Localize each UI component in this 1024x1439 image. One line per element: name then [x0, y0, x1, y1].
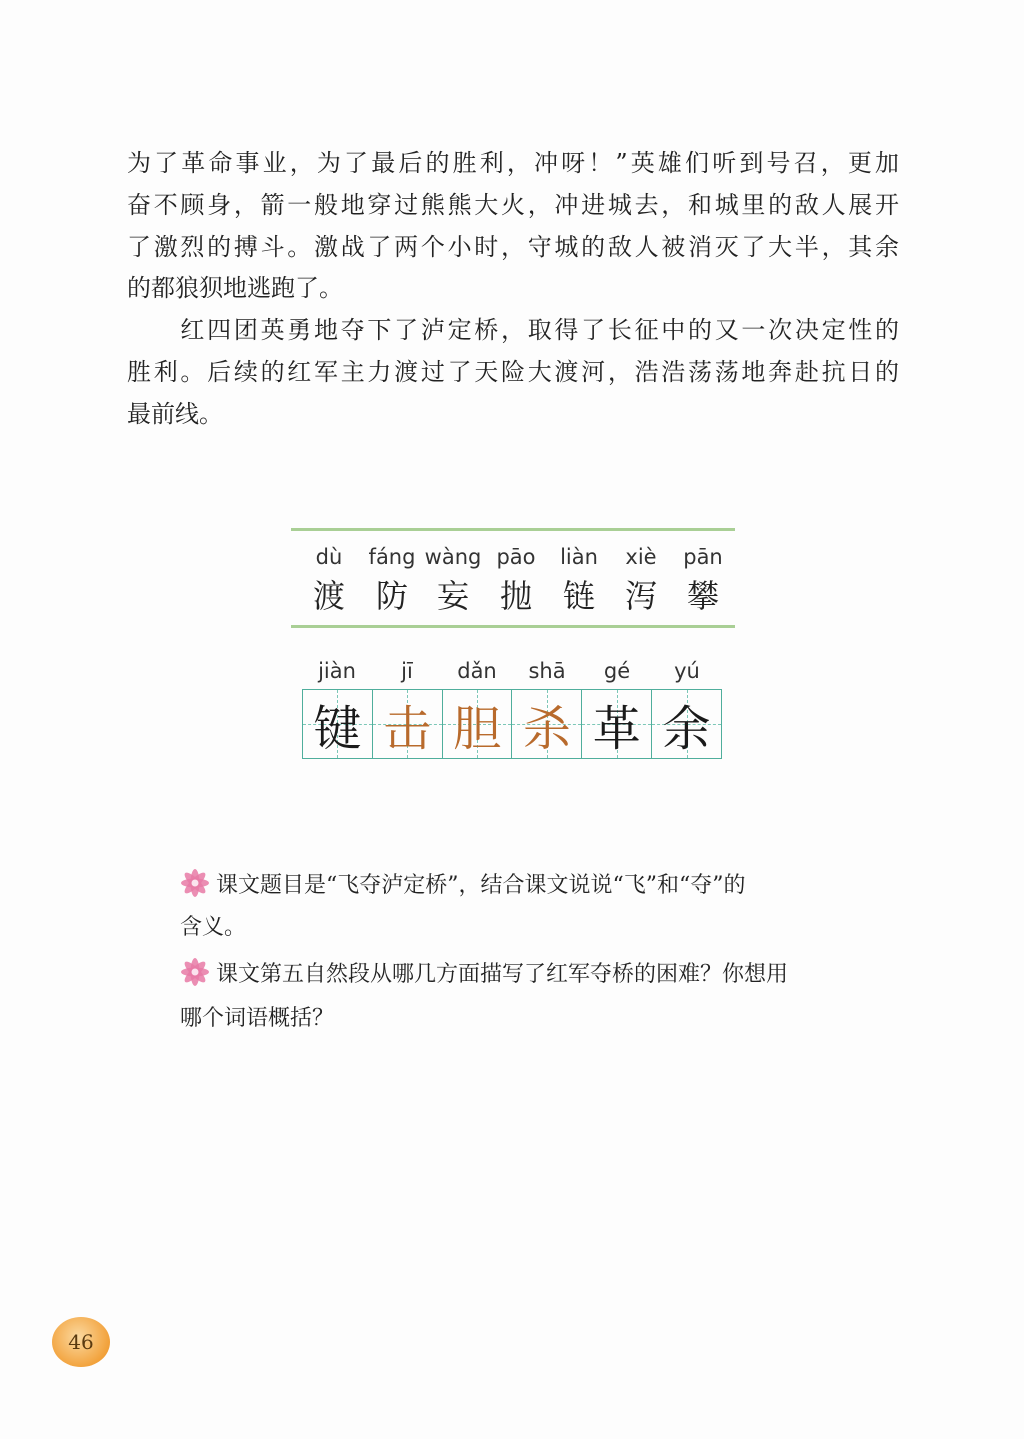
divider-top	[291, 528, 735, 531]
character: 攀	[686, 577, 719, 615]
pinyin: dù	[315, 545, 343, 569]
text-line: 红四团英勇地夺下了泸定桥，取得了长征中的又一次决定性的	[127, 316, 899, 345]
character: 防	[375, 577, 408, 615]
pinyin: xiè	[625, 545, 657, 569]
flower-icon	[180, 868, 210, 898]
character: 胆	[453, 700, 502, 757]
text-line: 奋不顾身，箭一般地穿过熊熊大火，冲进城去，和城里的敌人展开	[127, 190, 899, 219]
text-line: 为了革命事业，为了最后的胜利，冲呀！”英雄们听到号召，更加	[127, 149, 899, 177]
text-line: 最前线。	[127, 399, 223, 428]
pinyin: yú	[674, 659, 700, 683]
divider-bottom	[291, 625, 735, 628]
pinyin: dǎn	[457, 659, 497, 683]
pinyin: fáng	[368, 545, 416, 569]
character: 革	[592, 700, 641, 757]
question-line: 哪个词语概括？	[180, 1006, 335, 1031]
grid-cell	[303, 690, 373, 758]
flower-icon	[180, 957, 210, 987]
character: 泻	[624, 577, 657, 615]
text-line: 了激烈的搏斗。激战了两个小时，守城的敌人被消灭了大半，其余	[127, 232, 899, 261]
character: 杀	[522, 700, 571, 757]
question-line: 含义。	[180, 915, 247, 940]
question-line	[180, 957, 788, 988]
pinyin: jī	[401, 659, 413, 683]
pinyin: pāo	[496, 545, 536, 569]
character: 抛	[499, 577, 532, 615]
grid-cell	[373, 690, 443, 758]
character: 妄	[436, 577, 469, 615]
text-line: 胜利。后续的红军主力渡过了天险大渡河，浩浩荡荡地奔赴抗日的	[127, 358, 899, 386]
question-text: 课文第五自然段从哪几方面描写了红军夺桥的困难？你想用	[216, 962, 789, 987]
character: 余	[662, 700, 711, 757]
page-number: 46	[52, 1317, 110, 1367]
question-text: 课文题目是“飞夺泸定桥”，结合课文说说“飞”和“夺”的	[216, 873, 746, 898]
character: 键	[313, 700, 362, 757]
grid-cell	[443, 690, 513, 758]
pinyin: wàng	[424, 545, 482, 569]
pinyin: pān	[683, 545, 723, 569]
question-line	[180, 868, 745, 899]
grid-cell	[652, 690, 721, 758]
character: 链	[562, 577, 595, 615]
text-line: 的都狼狈地逃跑了。	[127, 274, 343, 303]
character: 渡	[312, 577, 345, 615]
grid-cell	[582, 690, 652, 758]
writing-grid	[302, 689, 722, 759]
pinyin: shā	[528, 659, 566, 683]
pinyin: gé	[603, 659, 631, 683]
pinyin: jiàn	[318, 659, 356, 683]
grid-cell	[512, 690, 582, 758]
character: 击	[383, 700, 432, 757]
pinyin: liàn	[560, 545, 598, 569]
